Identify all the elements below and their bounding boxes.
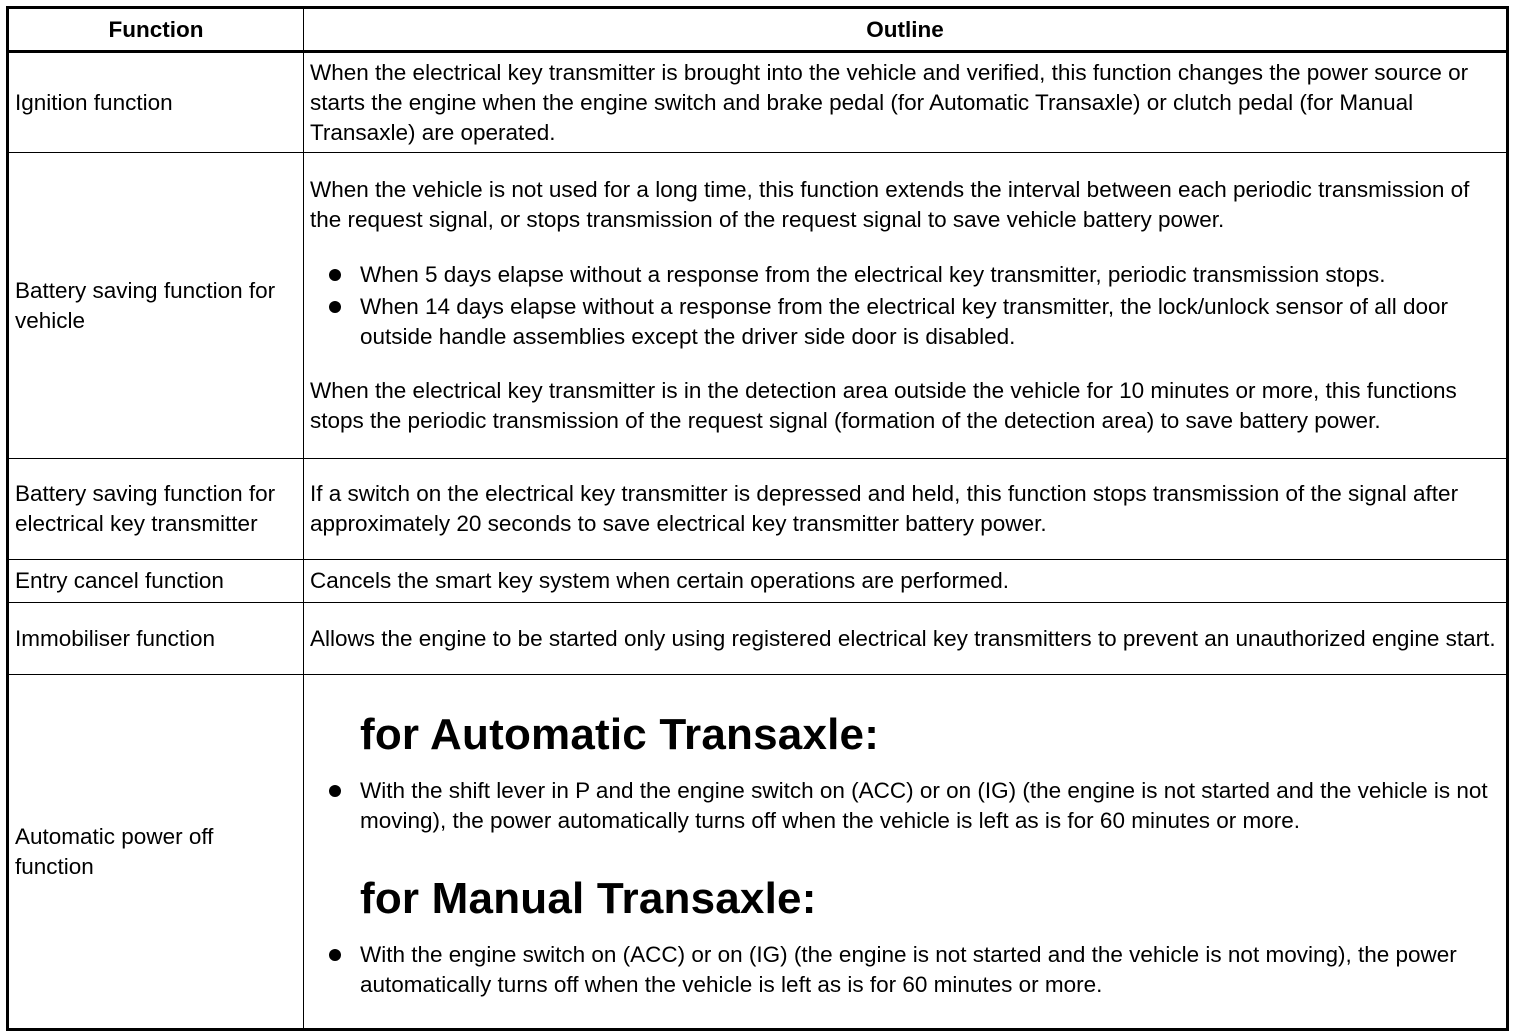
list-item (310, 260, 1500, 290)
outline-cell (304, 153, 1508, 459)
list-item (310, 776, 1500, 836)
table-row (8, 153, 1508, 459)
outline-outro: When the electrical key transmitter is in the detection area outside the vehicle for 10 minutes or more, this functions stops the periodic transmission of the request signal (formation of the detection area) to save battery power. (310, 378, 1457, 433)
outline-intro: When the vehicle is not used for a long time, this function extends the interval between each periodic transmission of the request signal, or stops transmission of the request signal to save vehicle battery power. (310, 177, 1470, 232)
outline-cell: If a switch on the electrical key transmitter is depressed and held, this function stops transmission of the signal after approximately 20 seconds to save electrical key transmitter battery power. (304, 459, 1508, 560)
manual-transaxle-heading: for Manual Transaxle: (360, 873, 817, 923)
table-row (8, 459, 1508, 560)
list-item-text: With the shift lever in P and the engine switch on (ACC) or on (IG) (the engine is not started and the vehicle is not moving), the power automatically turns off when the vehicle is left as is for 60 minutes or more. (360, 777, 1488, 833)
table-row (8, 52, 1508, 153)
column-header-outline: Outline (304, 8, 1508, 52)
outline-cell: Cancels the smart key system when certain operations are performed. (304, 560, 1508, 603)
bullet-icon (329, 949, 341, 961)
list-item (310, 292, 1500, 352)
outline-cell (304, 675, 1508, 1030)
column-header-function: Function (8, 8, 304, 52)
bullet-icon (329, 269, 341, 281)
bullet-list (310, 260, 1500, 352)
list-item-text: When 5 days elapse without a response from the electrical key transmitter, periodic transmission stops. (360, 262, 1386, 287)
automatic-transaxle-heading: for Automatic Transaxle: (360, 709, 880, 759)
bullet-icon (329, 301, 341, 313)
function-cell: Immobiliser function (8, 603, 304, 675)
table-row (8, 560, 1508, 603)
bullet-list (310, 776, 1500, 836)
list-item-text: With the engine switch on (ACC) or on (IG) (the engine is not started and the vehicle is not moving), the power automatically turns off when the vehicle is left as is for 60 minutes or more. (360, 941, 1457, 997)
function-cell: Ignition function (8, 52, 304, 153)
bullet-icon (329, 785, 341, 797)
function-cell: Entry cancel function (8, 560, 304, 603)
function-cell: Battery saving function for electrical key transmitter (8, 459, 304, 560)
outline-cell: Allows the engine to be started only using registered electrical key transmitters to prevent an unauthorized engine start. (304, 603, 1508, 675)
function-cell: Battery saving function for vehicle (8, 153, 304, 459)
table-row (8, 603, 1508, 675)
table-header-row (8, 8, 1508, 52)
function-outline-table (6, 6, 1509, 1031)
table-row (8, 675, 1508, 1030)
bullet-list (310, 940, 1500, 1000)
list-item-text: When 14 days elapse without a response from the electrical key transmitter, the lock/unlock sensor of all door outside handle assemblies except the driver side door is disabled. (360, 294, 1449, 349)
outline-cell: When the electrical key transmitter is brought into the vehicle and verified, this function changes the power source or starts the engine when the engine switch and brake pedal (for Automatic Transaxle) or clutch pedal (for Manual Transaxle) are operated. (304, 52, 1508, 153)
list-item (310, 940, 1500, 1000)
function-cell: Automatic power off function (8, 675, 304, 1030)
